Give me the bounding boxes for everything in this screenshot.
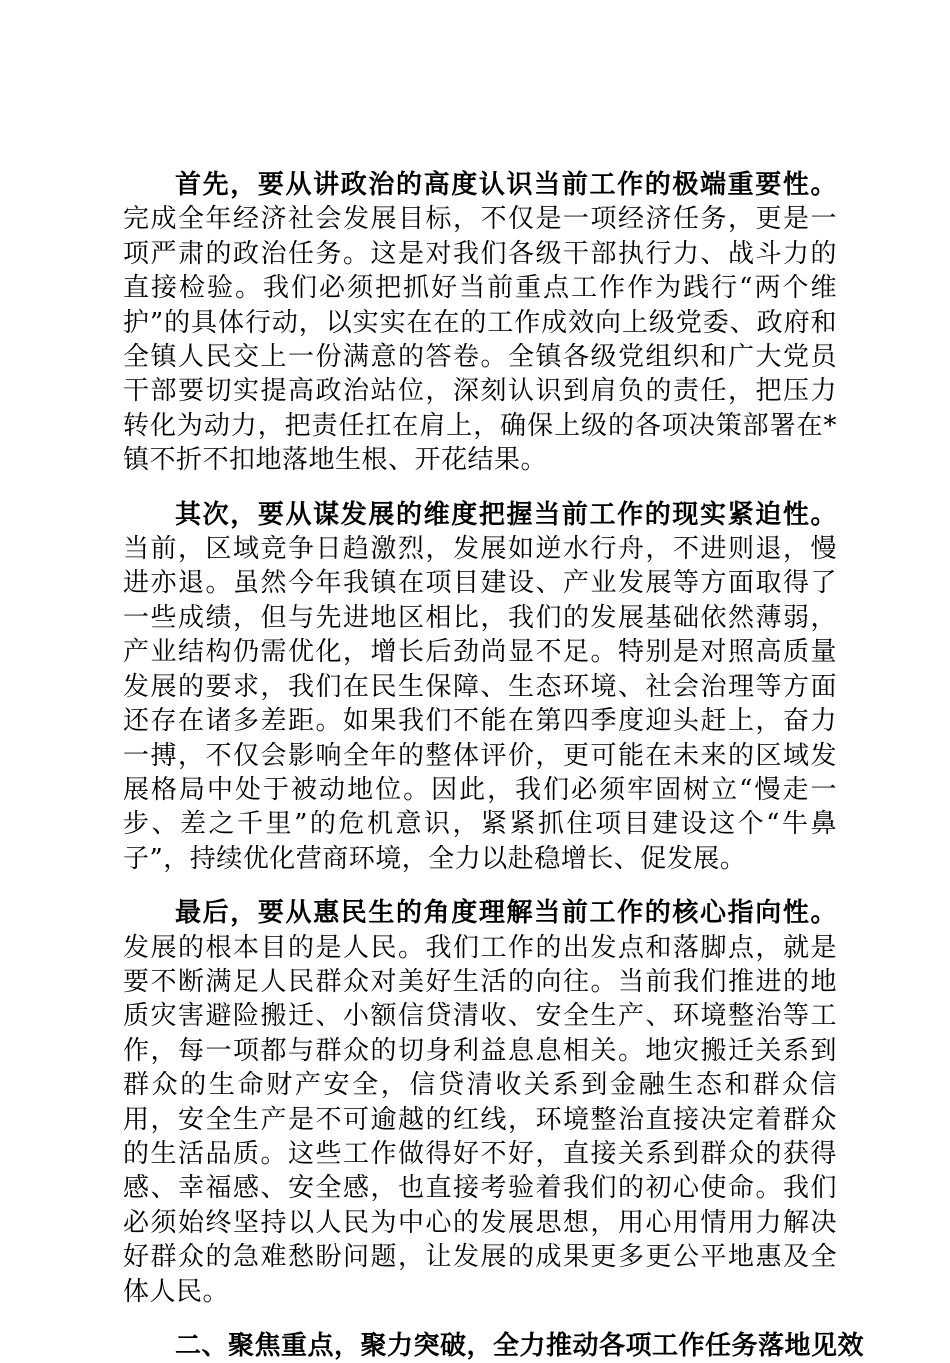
document-body: [123, 168, 865, 1363]
paragraph-lead: 其次，要从谋发展的维度把握当前工作的现实紧迫性。: [175, 499, 837, 530]
paragraph-lead: 首先，要从讲政治的高度认识当前工作的极端重要性。: [175, 170, 837, 200]
paragraph-text: 当前，区域竞争日趋激烈，发展如逆水行舟，不进则退，慢进亦退。虽然今年我镇在项目建设、产业发展等方面取得了一些成绩，但与先进地区相比，我们的发展基础依然薄弱，产业结构仍需优化，增长后劲尚显不足。特别是对照高质量发展的要求，我们在民生保障、生态环境、社会治理等方面还存在诸多差距。如果我们不能在第四季度迎头赶上，奋力一搏，不仅会影响全年的整体评价，更可能在未来的区域发展格局中处于被动地位。因此，我们必须牢固树立“慢走一步、差之千里”的危机意识，紧紧抓住项目建设这个“牛鼻子”，持续优化营商环境，全力以赴稳增长、促发展。: [123, 534, 837, 874]
paragraph-development-urgency: [123, 498, 837, 876]
paragraph-political-importance: [123, 168, 837, 478]
section-heading: 二、聚焦重点，聚力突破，全力推动各项工作任务落地见效: [175, 1331, 865, 1361]
paragraph-livelihood-orientation: [123, 896, 837, 1309]
paragraph-text: 发展的根本目的是人民。我们工作的出发点和落脚点，就是要不断满足人民群众对美好生活的向往。当前我们推进的地质灾害避险搬迁、小额信贷清收、安全生产、环境整治等工作，每一项都与群众的切身利益息息相关。地灾搬迁关系到群众的生命财产安全，信贷清收关系到金融生态和群众信用，安全生产是不可逾越的红线，环境整治直接决定着群众的生活品质。这些工作做得好不好，直接关系到群众的获得感、幸福感、安全感，也直接考验着我们的初心使命。我们必须始终坚持以人民为中心的发展思想，用心用情用力解决好群众的急难愁盼问题，让发展的成果更多更公平地惠及全体人民。: [123, 932, 837, 1307]
paragraph-text: 完成全年经济社会发展目标，不仅是一项经济任务，更是一项严肃的政治任务。这是对我们各级干部执行力、战斗力的直接检验。我们必须把抓好当前重点工作作为践行“两个维护”的具体行动，以实实在在的工作成效向上级党委、政府和全镇人民交上一份满意的答卷。全镇各级党组织和广大党员干部要切实提高政治站位，深刻认识到肩负的责任，把压力转化为动力，把责任扛在肩上，确保上级的各项决策部署在*镇不折不扣地落地生根、开花结果。: [123, 204, 837, 476]
paragraph-lead: 最后，要从惠民生的角度理解当前工作的核心指向性。: [175, 898, 837, 929]
